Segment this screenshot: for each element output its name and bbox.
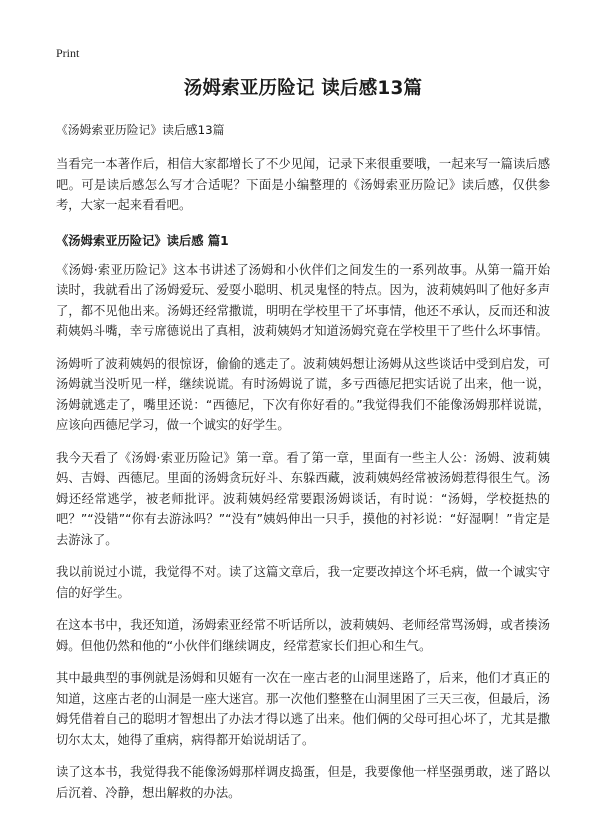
body-paragraph: 读了这本书，我觉得我不能像汤姆那样调皮捣蛋，但是，我要像他一样坚强勇敢，迷了路以后沉着、冷静，想出解救的办法。 bbox=[56, 765, 550, 800]
body-paragraph: 其中最典型的事例就是汤姆和贝姬有一次在一座古老的山洞里迷路了，后来，他们才真正的知道，这座古老的山洞是一座大迷宫。那一次他们整整在山洞里困了三天三夜，但最后，汤姆凭借着自己的聪明才智想出了办法才得以逃了出来。他们俩的父母可担心坏了，尤其是撒切尔太太，她得了重病，病得都开始说胡话了。 bbox=[56, 671, 550, 747]
print-link[interactable]: Print bbox=[56, 46, 80, 60]
section-heading: 《汤姆索亚历险记》读后感 篇1 bbox=[56, 233, 229, 248]
page-title: 汤姆索亚历险记 读后感13篇 bbox=[183, 78, 423, 99]
body-paragraph: 我今天看了《汤姆·索亚历险记》第一章。看了第一章，里面有一些主人公：汤姆、波莉姨妈、吉姆、西德尼。里面的汤姆贪玩好斗、东躲西藏，波莉姨妈经常被汤姆惹得很生气。汤姆还经常逃学，被老师批评。波莉姨妈经常要跟汤姆谈话，有时说：“汤姆，学校挺热的吧？”“没错”“你有去游泳吗？”“没有”姨妈伸出一只手，摸他的衬衫说：“好湿啊！”肯定是去游泳了。 bbox=[56, 450, 550, 547]
article-subtitle: 《汤姆索亚历险记》读后感13篇 bbox=[56, 123, 225, 137]
body-paragraph: 《汤姆·索亚历险记》这本书讲述了汤姆和小伙伴们之间发生的一系列故事。从第一篇开始读时，我就看出了汤姆爱玩、爱耍小聪明、机灵鬼怪的特点。因为，波莉姨妈叫了他好多声了，都不见他出来。汤姆还经常撒谎，明明在学校里干了坏事情，他还不承认，反而还和波莉姨妈斗嘴，幸亏席德说出了真相，波莉姨妈才知道汤姆究竟在学校里干了些什么坏事情。 bbox=[56, 262, 550, 338]
body-paragraph: 在这本书中，我还知道，汤姆索亚经常不听话所以，波莉姨妈、老师经常骂汤姆，或者揍汤姆。但他仍然和他的“小伙伴们继续调皮，经常惹家长们担心和生气。 bbox=[56, 618, 550, 653]
body-paragraph: 汤姆听了波莉姨妈的很惊讶，偷偷的逃走了。波莉姨妈想让汤姆从这些谈话中受到启发，可汤姆就当没听见一样，继续说谎。有时汤姆说了谎，多亏西德尼把实话说了出来，他一说，汤姆就逃走了，嘴里还说：“西德尼，下次有你好看的。”我觉得我们不能像汤姆那样说谎，应该向西德尼学习，做一个诚实的好学生。 bbox=[56, 356, 550, 432]
article bbox=[56, 76, 550, 803]
body-paragraph: 我以前说过小谎，我觉得不对。读了这篇文章后，我一定要改掉这个坏毛病，做一个诚实守信的好学生。 bbox=[56, 565, 550, 600]
intro-paragraph: 当看完一本著作后，相信大家都增长了不少见闻，记录下来很重要哦，一起来写一篇读后感吧。可是读后感怎么写才合适呢？下面是小编整理的《汤姆索亚历险记》读后感，仅供参考，大家一起来看看吧。 bbox=[56, 157, 550, 212]
